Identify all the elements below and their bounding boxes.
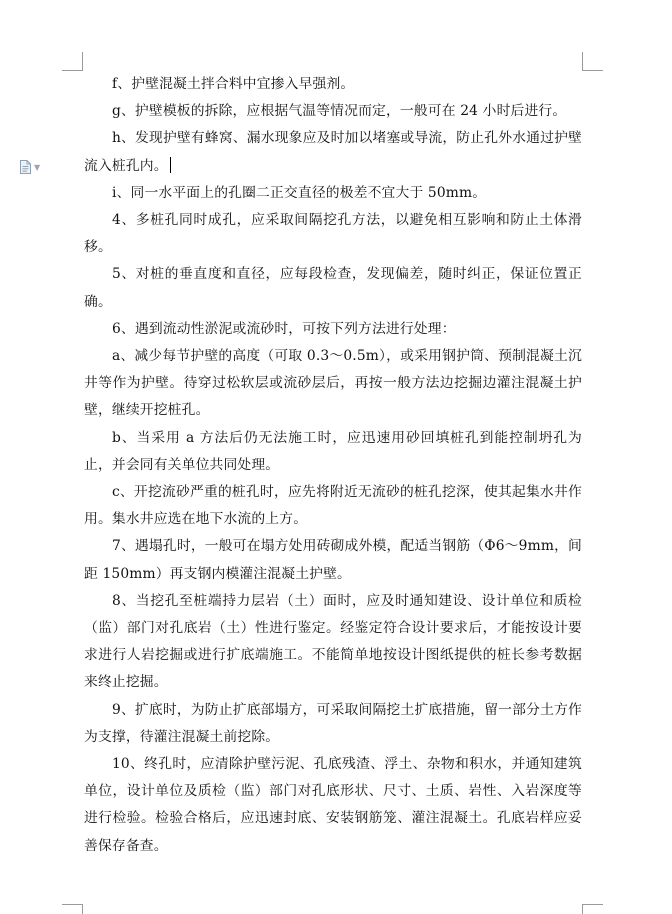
paragraph: f、护壁混凝土拌合料中宜掺入早强剂。 (112, 76, 355, 92)
paragraph-options-marker[interactable] (20, 158, 50, 176)
paragraph: 9、扩底时，为防止扩底部塌方，可采取间隔挖土扩底措施，留一部分土方作为支撑，待灌注混凝土前挖除。 (84, 701, 582, 745)
document-icon (20, 160, 31, 174)
paragraph: 5、对桩的垂直度和直径，应每段检查，发现偏差，随时纠正，保证位置正确。 (84, 266, 582, 310)
paragraph: 7、遇塌孔时，一般可在塌方处用砖砌成外模，配适当钢筋（Φ6～9mm，间距 150mm）再支钢内模灌注混凝土护壁。 (84, 538, 582, 582)
paragraph: 8、当挖孔至桩端持力层岩（土）面时，应及时通知建设、设计单位和质检（监）部门对孔底岩（土）性进行鉴定。经鉴定符合设计要求后，才能按设计要求进行人岩挖掘或进行扩底端施工。不能简单地按设计图纸提供的桩长参考数据来终止挖掘。 (84, 592, 582, 691)
paragraph: i、同一水平面上的孔圈二正交直径的极差不宜大于 50mm。 (112, 184, 487, 201)
paragraph: 10、终孔时，应清除护壁污泥、孔底残渣、浮土、杂物和积水，并通知建筑单位，设计单位及质检（监）部门对孔底形状、尺寸、土质、岩性、入岩深度等进行检验。检验合格后，应迅速封底、安装钢筋笼、灌注混凝土。孔底岩样应妥善保存备查。 (84, 756, 582, 854)
document-body[interactable] (84, 71, 582, 860)
paragraph: a、减少每节护壁的高度（可取 0.3～0.5m），或采用钢护筒、预制混凝土沉井等作为护壁。待穿过松软层或流砂层后，再按一般方法边挖掘边灌注混凝土护壁，继续开挖桩孔。 (84, 348, 582, 419)
chevron-down-icon: ▼ (34, 162, 41, 172)
paragraph: b、当采用 a 方法后仍无法施工时，应迅速用砂回填桩孔到能控制坍孔为止，并会同有关单位共同处理。 (84, 429, 582, 473)
paragraph-text: h、发现护壁有蜂窝、漏水现象应及时加以堵塞或导流，防止孔外水通过护壁流入桩孔内。 (84, 130, 582, 174)
paragraph: 6、遇到流动性淤泥或流砂时，可按下列方法进行处理： (112, 320, 456, 337)
paragraph (84, 125, 582, 179)
crop-mark-top-left (62, 52, 83, 71)
text-cursor (170, 157, 172, 173)
paragraph: g、护壁模板的拆除，应根据气温等情况而定，一般可在 24 小时后进行。 (112, 103, 567, 120)
paragraph: 4、多桩孔同时成孔，应采取间隔挖孔方法，以避免相互影响和防止土体滑移。 (84, 212, 582, 256)
crop-mark-top-right (582, 52, 603, 71)
paragraph: c、开挖流砂严重的桩孔时，应先将附近无流砂的桩孔挖深，使其起集水井作用。集水井应选在地下水流的上方。 (84, 484, 582, 528)
